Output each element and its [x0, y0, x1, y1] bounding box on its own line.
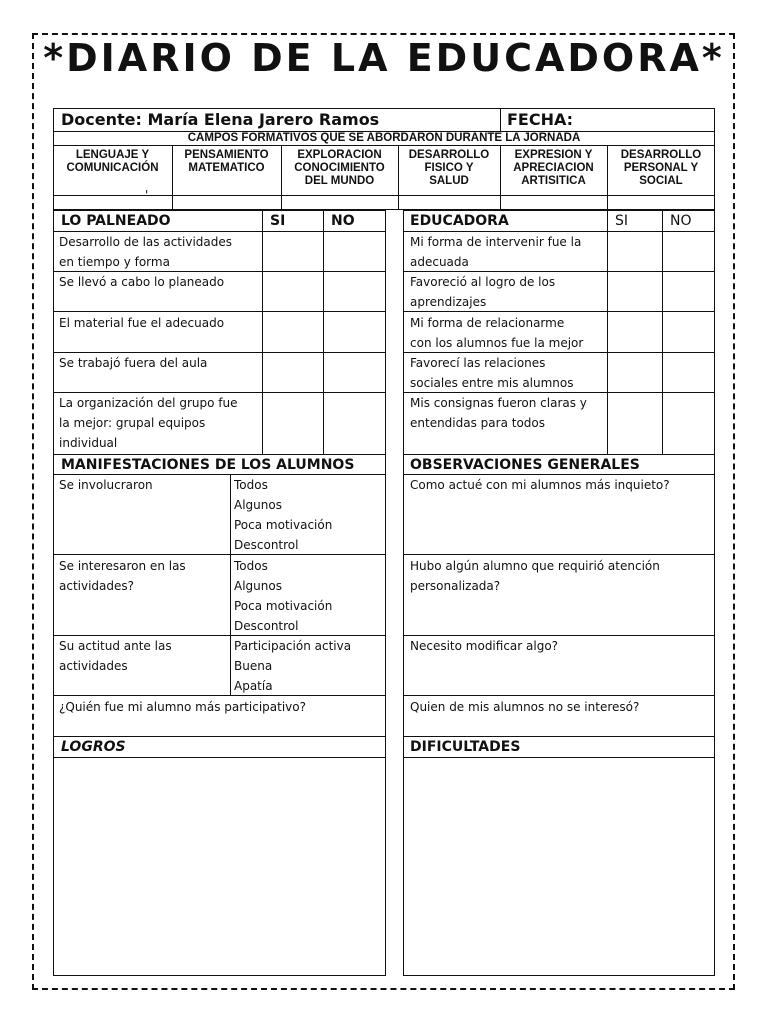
educadora-row-1: Mi forma de intervenir fue la adecuada [410, 235, 582, 269]
campo-personal: DESARROLLO PERSONAL Y SOCIAL [620, 149, 702, 187]
educadora-si-header: SI [615, 213, 629, 229]
manifestacion-options-1: Todos Algunos Poca motivación Descontrol [234, 478, 333, 552]
planeado-row-2: Se llevó a cabo lo planeado [59, 275, 225, 289]
campo-mark: ' [145, 188, 149, 202]
educadora-no-header: NO [670, 213, 692, 229]
educadora-row-3: Mi forma de relacionarme con los alumnos fue la mejor [410, 316, 584, 350]
participativo-question: ¿Quién fue mi alumno más participativo? [59, 700, 306, 714]
page-title: *DIARIO DE LA EDUCADORA* [43, 36, 725, 80]
manifestacion-question-3: Su actitud ante las actividades [59, 639, 172, 673]
observaciones-header: OBSERVACIONES GENERALES [410, 457, 640, 473]
planeado-si-header: SI [270, 213, 286, 229]
campo-pensamiento: PENSAMIENTO MATEMATICO [184, 149, 269, 174]
manifestacion-options-2: Todos Algunos Poca motivación Descontrol [234, 559, 333, 633]
campos-title: CAMPOS FORMATIVOS QUE SE ABORDARON DURANTE LA JORNADA [187, 132, 581, 144]
educadora-row-2: Favoreció al logro de los aprendizajes [410, 275, 556, 309]
observacion-4: Quien de mis alumnos no se interesó? [410, 700, 640, 714]
observacion-3: Necesito modificar algo? [410, 639, 559, 653]
campo-expresion: EXPRESION Y APRECIACION ARTISITICA [513, 149, 594, 187]
logros-header: LOGROS [61, 739, 126, 755]
manifestaciones-header: MANIFESTACIONES DE LOS ALUMNOS [61, 457, 355, 473]
observacion-2: Hubo algún alumno que requirió atención personalizada? [410, 559, 660, 593]
educadora-header: EDUCADORA [410, 213, 509, 229]
manifestacion-options-3: Participación activa Buena Apatía [234, 639, 352, 693]
planeado-no-header: NO [331, 213, 355, 229]
planeado-header: LO PALNEADO [61, 213, 171, 229]
observacion-1: Como actué con mi alumnos más inquieto? [410, 478, 670, 492]
planeado-row-3: El material fue el adecuado [59, 316, 225, 330]
manifestacion-question-1: Se involucraron [59, 478, 153, 492]
educadora-row-4: Favorecí las relaciones sociales entre mis alumnos [410, 356, 574, 390]
campo-fisico: DESARROLLO FISICO Y SALUD [408, 149, 490, 187]
campo-exploracion: EXPLORACION CONOCIMIENTO DEL MUNDO [294, 149, 385, 187]
campo-lenguaje: LENGUAJE Y COMUNICACIÓN [66, 149, 159, 174]
dificultades-header: DIFICULTADES [410, 739, 521, 755]
docente-label: Docente: María Elena Jarero Ramos [61, 110, 380, 129]
educadora-row-5: Mis consignas fueron claras y entendidas para todos [410, 396, 587, 430]
fecha-label: FECHA: [507, 110, 574, 129]
manifestacion-question-2: Se interesaron en las actividades? [59, 559, 186, 593]
planeado-row-1: Desarrollo de las actividades en tiempo y forma [59, 235, 233, 269]
planeado-row-5: La organización del grupo fue la mejor: grupal equipos individual [59, 396, 238, 450]
planeado-row-4: Se trabajó fuera del aula [59, 356, 208, 370]
